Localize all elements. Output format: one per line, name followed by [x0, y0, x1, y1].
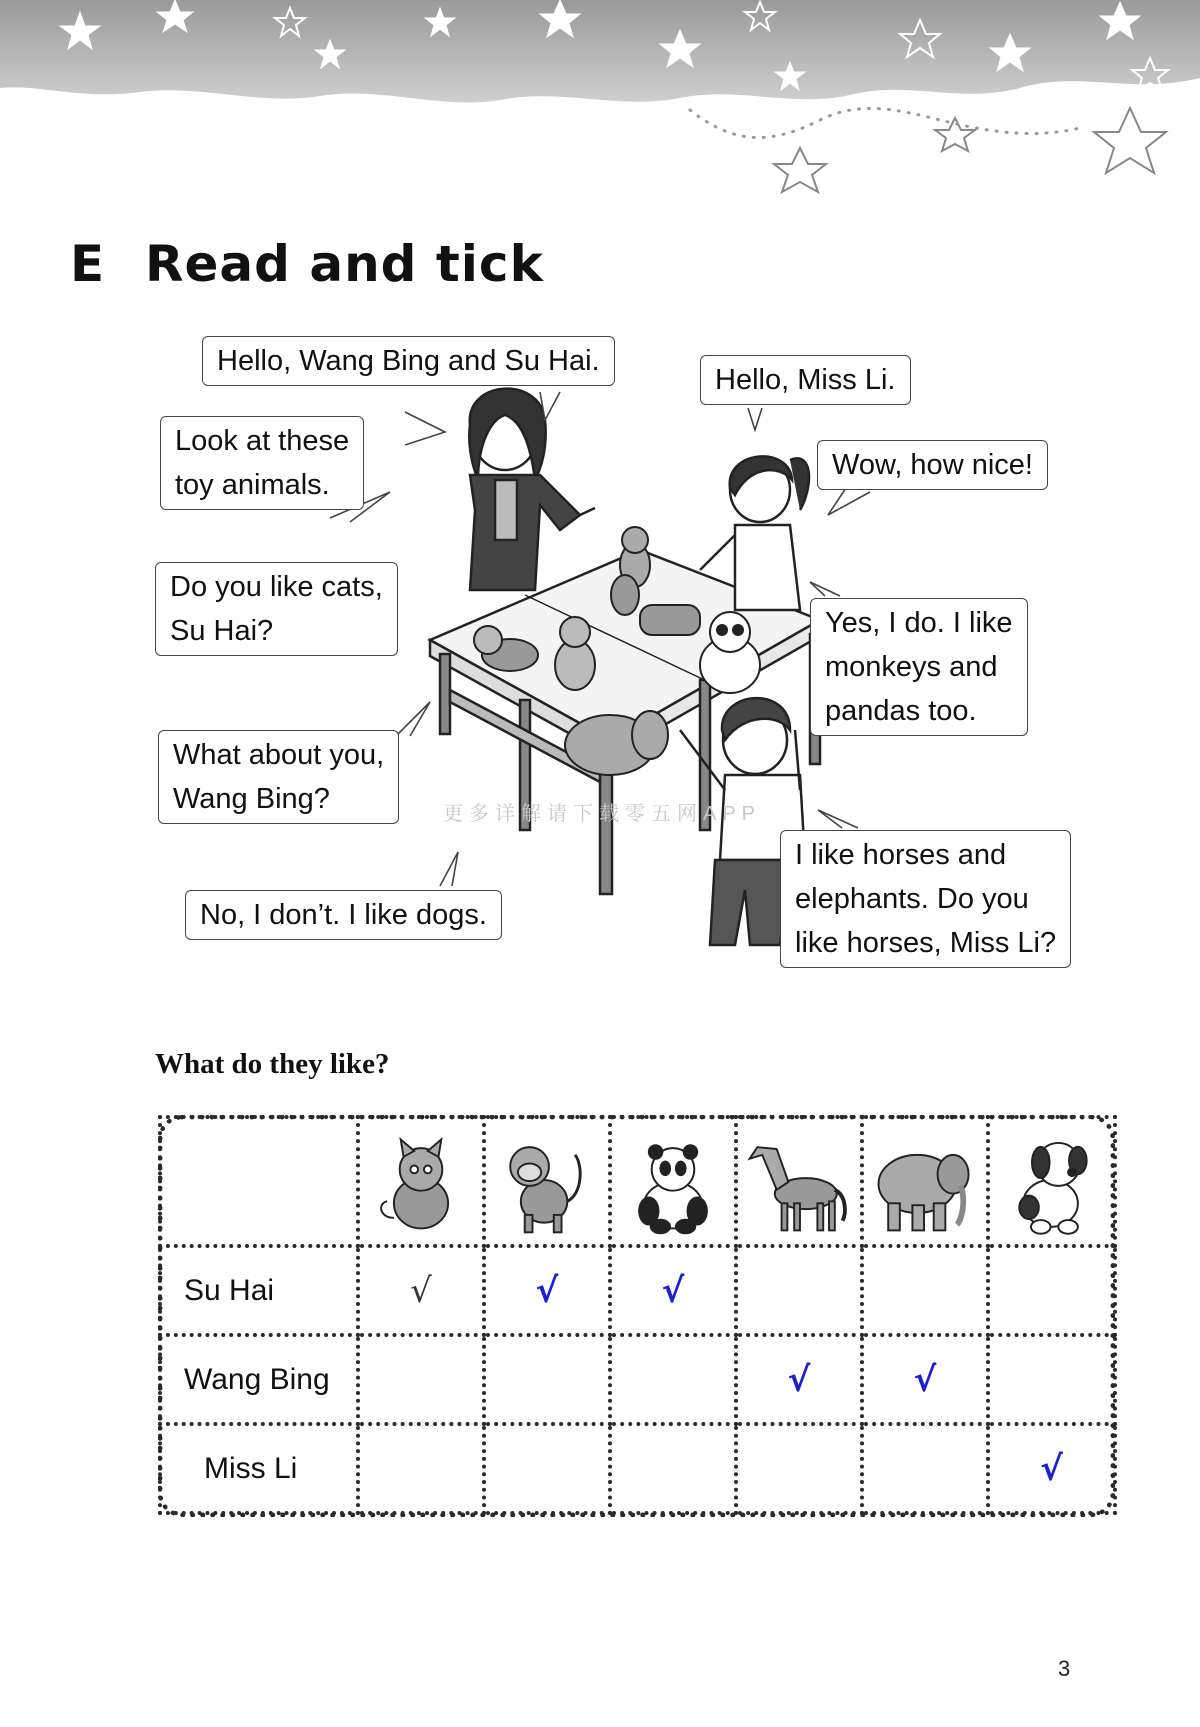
cell-miss-li-cat[interactable] [358, 1424, 484, 1513]
cell-su-hai-horse[interactable] [736, 1246, 862, 1335]
speech-bubble-look-at-toys [160, 416, 364, 510]
section-letter: E [70, 235, 106, 293]
cell-miss-li-monkey[interactable] [484, 1424, 610, 1513]
dog-icon [1019, 1143, 1086, 1234]
animal-header-cat [358, 1117, 484, 1246]
cell-wang-bing-horse[interactable] [736, 1335, 862, 1424]
horse-icon [750, 1147, 845, 1230]
star-outline-icon [774, 148, 826, 192]
bubble-line: Su Hai? [170, 615, 274, 647]
table-row [160, 1246, 1115, 1335]
cat-icon [381, 1140, 448, 1229]
cell-wang-bing-panda[interactable] [610, 1335, 736, 1424]
cell-miss-li-panda[interactable] [610, 1424, 736, 1513]
cell-miss-li-elephant[interactable] [862, 1424, 988, 1513]
speech-bubble-wow [817, 440, 1048, 490]
tick-grid [158, 1115, 1117, 1515]
speech-bubble-like-cats [155, 562, 398, 656]
panda-icon [639, 1145, 707, 1233]
speech-bubble-what-about-you [158, 730, 399, 824]
elephant-icon [879, 1155, 969, 1231]
monkey-icon [510, 1147, 580, 1232]
bubble-line: monkeys and [825, 651, 998, 683]
page-number: 3 [1058, 1656, 1071, 1681]
cell-su-hai-panda[interactable] [610, 1246, 736, 1335]
row-label-miss-li: Miss Li [160, 1424, 358, 1513]
star-outline-icon [1094, 108, 1166, 173]
tick-mark: √ [535, 1270, 559, 1311]
section-title [70, 235, 544, 293]
cell-wang-bing-elephant[interactable] [862, 1335, 988, 1424]
bubble-line: elephants. Do you [795, 883, 1029, 915]
speech-bubble-children-greeting [700, 355, 911, 405]
table-row [160, 1335, 1115, 1424]
header-row [160, 1117, 1115, 1246]
miss-li-figure [469, 389, 595, 590]
cell-su-hai-cat[interactable] [358, 1246, 484, 1335]
speech-bubble-like-dogs [185, 890, 502, 940]
speech-bubble-su-hai-answer [810, 598, 1028, 736]
speech-bubble-miss-li-greeting [202, 336, 615, 386]
bubble-line: Wow, how nice! [832, 449, 1033, 481]
tick-mark: √ [913, 1359, 937, 1400]
row-label-wang-bing: Wang Bing [160, 1335, 358, 1424]
cell-miss-li-horse[interactable] [736, 1424, 862, 1513]
bubble-line: toy animals. [175, 469, 330, 501]
cell-wang-bing-cat[interactable] [358, 1335, 484, 1424]
bubble-line: pandas too. [825, 695, 977, 727]
bubble-line: like horses, Miss Li? [795, 927, 1057, 959]
tick-mark: √ [661, 1270, 685, 1311]
animal-header-panda [610, 1117, 736, 1246]
tick-mark: √ [787, 1359, 811, 1400]
bubble-line: Wang Bing? [173, 783, 330, 815]
bubble-line: What about you, [173, 739, 385, 771]
section-title-text: Read and tick [145, 235, 544, 293]
tick-table [158, 1115, 1113, 1515]
animal-header-monkey [484, 1117, 610, 1246]
bubble-line: No, I don’t. I like dogs. [200, 899, 487, 931]
bubble-line: Yes, I do. I like [825, 607, 1013, 639]
table-row [160, 1424, 1115, 1513]
bubble-line: Do you like cats, [170, 571, 383, 603]
bubble-line: Hello, Wang Bing and Su Hai. [217, 345, 600, 377]
animal-header-dog [988, 1117, 1115, 1246]
cell-su-hai-monkey[interactable] [484, 1246, 610, 1335]
row-label-su-hai: Su Hai [160, 1246, 358, 1335]
speech-bubble-wang-bing-answer [780, 830, 1071, 968]
tick-mark: √ [1040, 1448, 1063, 1489]
cell-su-hai-elephant[interactable] [862, 1246, 988, 1335]
question-heading: What do they like? [155, 1048, 390, 1080]
bubble-line: Look at these [175, 425, 350, 457]
star-banner [0, 0, 1200, 200]
cell-wang-bing-monkey[interactable] [484, 1335, 610, 1424]
cell-su-hai-dog[interactable] [988, 1246, 1115, 1335]
star-outline-icon [935, 118, 975, 151]
animal-header-horse [736, 1117, 862, 1246]
bubble-line: Hello, Miss Li. [715, 364, 896, 396]
cell-wang-bing-dog[interactable] [988, 1335, 1115, 1424]
tick-mark: √ [410, 1270, 432, 1311]
toy-dog [555, 617, 595, 690]
bubble-line: I like horses and [795, 839, 1007, 871]
cell-miss-li-dog[interactable] [988, 1424, 1115, 1513]
watermark: 更多详解请下载零五网APP [443, 803, 762, 825]
corner-cell [160, 1117, 358, 1246]
animal-header-elephant [862, 1117, 988, 1246]
